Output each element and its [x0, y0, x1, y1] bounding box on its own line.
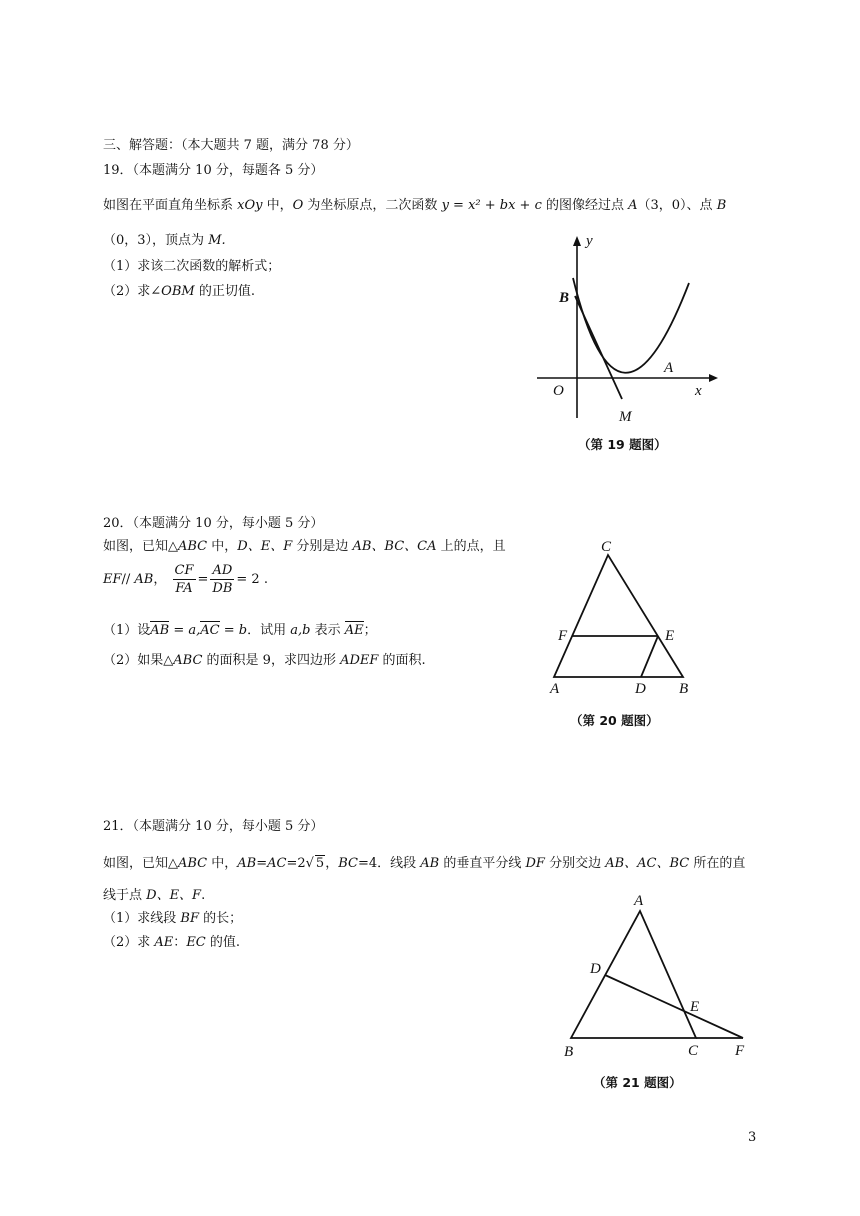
q20-text: ．试用 [247, 623, 291, 638]
q20-parallel: // [121, 572, 135, 587]
q19-text: （3，0）、点 [637, 198, 717, 213]
q20-text: 上的点，且 [436, 539, 506, 554]
q20-text: 表示 [310, 623, 345, 638]
label-e: E [665, 628, 675, 644]
q21-text: 线于点 [103, 888, 147, 903]
q20-text: 分别是边 [292, 539, 353, 554]
q19-text: （2）求∠ [103, 284, 162, 299]
q21-bc: BC [338, 856, 358, 871]
q21-sides: AB、AC、BC [605, 856, 690, 871]
q20-caption: （第 20 题图） [570, 713, 659, 728]
q19-part1: （1）求该二次函数的解析式； [103, 259, 281, 274]
q19-text: 为坐标原点，二次函数 [303, 198, 442, 213]
q19-text: 的正切值. [194, 284, 255, 299]
q20-sides: AB、BC、CA [352, 539, 437, 554]
q19-angle: OBM [161, 284, 195, 299]
label-y: y [586, 233, 593, 249]
perpendicular-bisector-df [605, 975, 743, 1038]
frac-num: CF [174, 563, 194, 578]
q20-eq: = a, [169, 623, 201, 638]
q21-header: 21．（本题满分 10 分，每小题 5 分） [103, 819, 324, 834]
q21-text: 中， [207, 856, 238, 871]
q21-text: （2）求 [103, 935, 155, 950]
q21-text: 的值. [205, 935, 241, 950]
q20-header: 20．（本题满分 10 分，每小题 5 分） [103, 516, 324, 531]
q19-header: 19．（本题满分 10 分，每题各 5 分） [103, 163, 324, 178]
q20-ab: AB [134, 572, 154, 587]
label-m: M [619, 409, 632, 425]
label-f: F [735, 1043, 745, 1059]
vector-ae: AE [344, 623, 364, 638]
label-c: C [601, 539, 612, 555]
q21-text: （1）求线段 [103, 911, 181, 926]
label-b: B [679, 681, 689, 697]
label-a: A [664, 360, 674, 376]
q21-text: =4．线段 [357, 856, 421, 871]
q20-abc: ABC [173, 653, 203, 668]
q20-points: D、E、F [237, 539, 293, 554]
q21-sqrt-coef: 2 [297, 856, 306, 871]
q21-ab-ac: AB=AC= [237, 856, 298, 871]
q19-point-a: A [628, 198, 638, 213]
q20-stem-line2: EF// AB， $\frac{CF}{FA}$ = $\frac{AD}{DB}$ = 2 . [103, 563, 268, 596]
q20-text: 中， [207, 539, 238, 554]
q21-text: ， [325, 856, 339, 871]
q20-equals-two: = 2 . [236, 572, 268, 587]
q21-text: 的长； [198, 911, 243, 926]
q21-bf: BF [180, 911, 199, 926]
q21-df: DF [525, 856, 545, 871]
q21-ab: AB [420, 856, 440, 871]
q21-text: 所在的直 [689, 856, 746, 871]
q19-vertex: M. [208, 233, 226, 248]
section-header: 三、解答题：（本大题共 7 题，满分 78 分） [103, 138, 359, 153]
q21-ec: EC [186, 935, 206, 950]
q20-text: ； [363, 623, 377, 638]
q19-text: 如图在平面直角坐标系 [103, 198, 238, 213]
q21-ae: AE [154, 935, 174, 950]
frac-num: AD [210, 562, 234, 580]
q21-text: 的垂直平分线 [439, 856, 526, 871]
q21-text: 分别交边 [544, 856, 606, 871]
q21-abc: ABC [178, 856, 208, 871]
label-a: A [634, 893, 644, 909]
q19-origin: O [292, 198, 304, 213]
q19-xoy: xOy [237, 198, 263, 213]
label-d: D [590, 961, 601, 977]
q20-adef: ADEF [340, 653, 379, 668]
frac-den: FA [175, 581, 193, 596]
q20-text: 如图，已知△ [103, 539, 178, 554]
label-c: C [688, 1043, 699, 1059]
frac-den: DB [212, 581, 233, 596]
q19-function: y = x² + bx + c [441, 198, 542, 213]
q21-colon: ： [173, 935, 187, 950]
q20-comma: ， [153, 572, 167, 587]
label-x: x [695, 383, 702, 399]
q19-text: （0，3），顶点为 [103, 233, 209, 248]
vector-ac: AC [200, 623, 220, 638]
q21-sqrt-value: 5 [315, 856, 325, 871]
q20-text: 的面积. [378, 653, 426, 668]
q20-ef: EF [103, 572, 122, 587]
q20-abc: ABC [178, 539, 208, 554]
q20-ab-vectors: a,b [290, 623, 311, 638]
q21-text: . [201, 888, 206, 903]
q19-text: 中， [262, 198, 293, 213]
label-o: O [553, 383, 564, 399]
q20-text: （2）如果△ [103, 653, 174, 668]
q19-caption: （第 19 题图） [578, 437, 667, 452]
q21-caption: （第 21 题图） [593, 1075, 682, 1090]
q19-text: 的图像经过点 [541, 198, 629, 213]
q20-text: （1）设 [103, 623, 151, 638]
q19-point-b: B [716, 198, 727, 213]
q20-eq: = b [219, 623, 248, 638]
q21-sqrt-sign: √ [305, 856, 314, 871]
q20-text: 的面积是 9，求四边形 [202, 653, 341, 668]
page-number: 3 [748, 1130, 757, 1145]
label-b: B [564, 1044, 574, 1060]
label-b: B [559, 290, 570, 306]
label-a: A [550, 681, 560, 697]
q21-text: 如图，已知△ [103, 856, 178, 871]
vector-ab: AB [150, 623, 170, 638]
label-e: E [690, 999, 700, 1015]
label-d: D [635, 681, 646, 697]
q21-points: D、E、F [146, 888, 202, 903]
label-f: F [558, 628, 568, 644]
